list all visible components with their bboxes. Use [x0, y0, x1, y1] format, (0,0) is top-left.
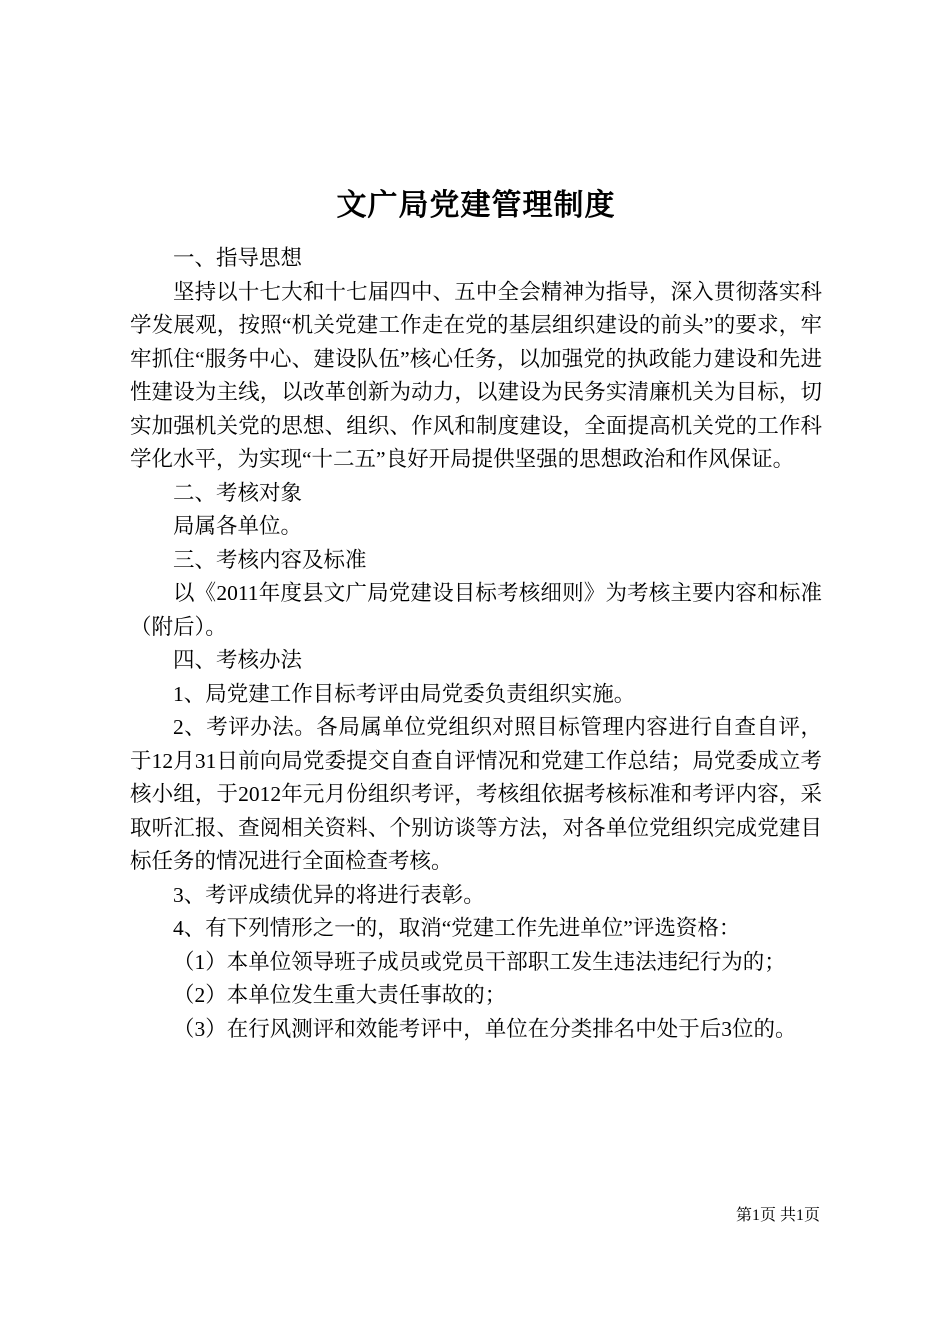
paragraph-heading-2: 二、考核对象: [173, 480, 303, 505]
paragraph-heading-1: 一、指导思想: [173, 246, 303, 270]
paragraph-subitem-1: （1）本单位领导班子成员或党员干部职工发生违法违纪行为的；: [173, 949, 786, 974]
paragraph-item-2: 2、考评办法。各局属单位党组织对照目标管理内容进行自查自评，于12月31日前向局党委提交自查自评情况和党建工作总结；局党委成立考核小组，于2012年元月份组织考评，考核组依据考核标准和考评内容，采取听汇报、查阅相关资料、个别访谈等方法，对各单位党组织完成党建目标任务的情况进行全面检查考核。: [130, 715, 822, 873]
paragraph-body-1: 坚持以十七大和十七届四中、五中全会精神为指导，深入贯彻落实科学发展观，按照“机关党建工作走在党的基层组织建设的前头”的要求，牢牢抓住“服务中心、建设队伍”核心任务，以加强党的执政能力建设和先进性建设为主线，以改革创新为动力，以建设为民务实清廉机关为目标，切实加强机关党的思想、组织、作风和制度建设，全面提高机关党的工作科学化水平，为实现“十二五”良好开局提供坚强的思想政治和作风保证。: [130, 279, 822, 471]
paragraph-subitem-2: （2）本单位发生重大责任事故的；: [173, 983, 507, 1007]
document-content: [130, 186, 822, 1046]
paragraph-item-4: 4、有下列情形之一的，取消“党建工作先进单位”评选资格：: [173, 916, 741, 940]
paragraph-body-3: 以《2011年度县文广局党建设目标考核细则》为考核主要内容和标准（附后）。: [130, 581, 822, 639]
paragraph-item-3: 3、考评成绩优异的将进行表彰。: [173, 882, 485, 907]
document-title: 文广局党建管理制度: [336, 189, 616, 222]
paragraph-subitem-3: （3）在行风测评和效能考评中，单位在分类排名中处于后3位的。: [173, 1016, 797, 1041]
paragraph-heading-4: 四、考核办法: [173, 648, 303, 672]
paragraph-body-2: 局属各单位。: [173, 514, 303, 538]
paragraph-heading-3: 三、考核内容及标准: [173, 547, 367, 572]
page-number-indicator: 第1页 共1页: [735, 1207, 820, 1224]
paragraph-item-1: 1、局党建工作目标考评由局党委负责组织实施。: [173, 681, 636, 706]
